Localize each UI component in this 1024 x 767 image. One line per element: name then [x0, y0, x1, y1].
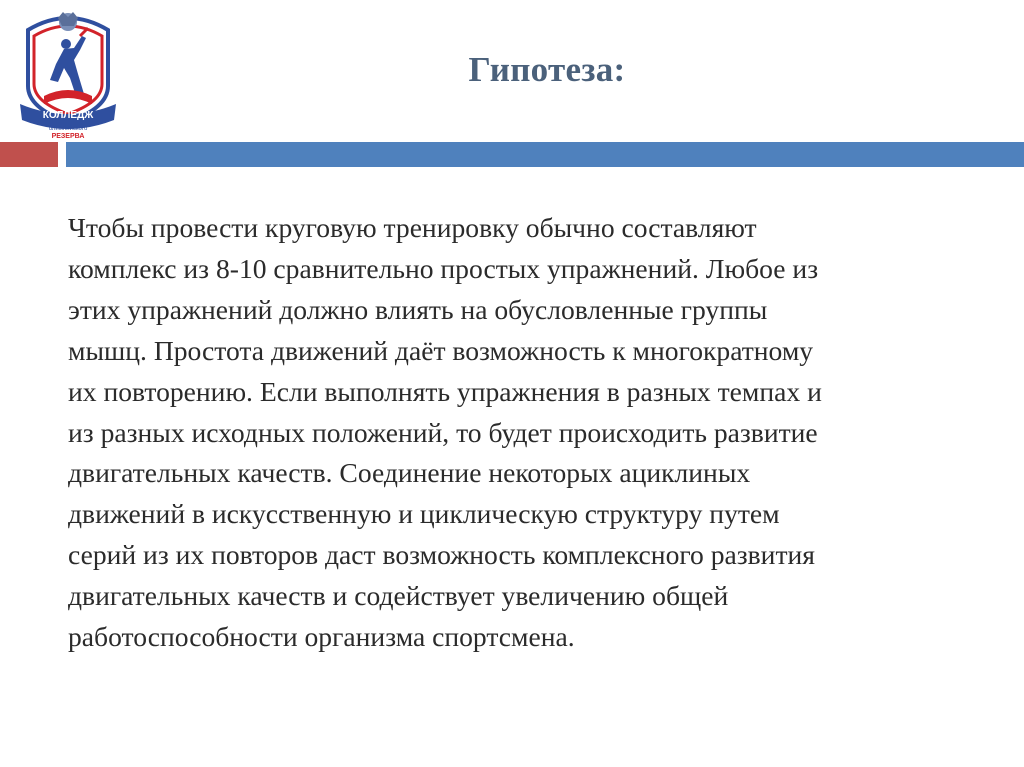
body-line: из разных исходных положений, то будет происходить развитие: [68, 416, 818, 448]
body-line: этих упражнений должно влиять на обусловленные группы: [68, 293, 768, 325]
body-line: их повторению. Если выполнять упражнения в разных темпах и: [68, 375, 822, 407]
slide-title: Гипотеза:: [468, 50, 626, 89]
svg-text:олимпийского: олимпийского: [48, 126, 88, 132]
body-line: комплекс из 8-10 сравнительно простых упражнений. Любое из: [68, 252, 819, 284]
svg-text:КОЛЛЕДЖ: КОЛЛЕДЖ: [42, 110, 94, 121]
body-line: серий из их повторов даст возможность комплексного развития: [68, 539, 815, 571]
body-line: работоспособности организма спортсмена.: [68, 621, 575, 653]
body-line: мышц. Простота движений даёт возможность к многократному: [68, 334, 814, 366]
divider-gap: [58, 142, 66, 167]
body-line: двигательных качеств. Соединение некоторых ациклиных: [68, 457, 751, 489]
body-line: Чтобы провести круговую тренировку обычно составляют: [68, 212, 757, 243]
divider-blue-bar: [66, 142, 1024, 167]
body-line: движений в искусственную и циклическую структуру путем: [68, 498, 780, 530]
svg-text:РЕЗЕРВА: РЕЗЕРВА: [51, 133, 85, 140]
body-paragraph: [68, 208, 1008, 658]
body-line: двигательных качеств и содействует увеличению общей: [68, 580, 729, 612]
divider-red-block: [0, 142, 58, 167]
